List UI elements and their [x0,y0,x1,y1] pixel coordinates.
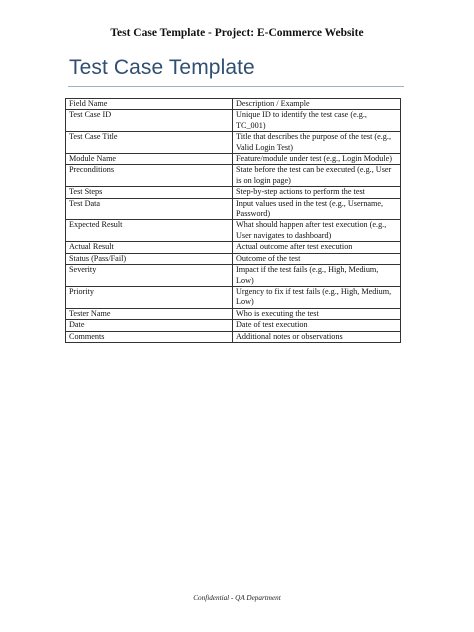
description-cell: Outcome of the test [233,253,401,264]
table-row [66,154,401,165]
description-cell: Additional notes or observations [233,331,401,342]
document-header-title: Test Case Template - Project: E-Commerce Website [110,27,364,39]
description-cell: Feature/module under test (e.g., Login Module) [233,154,401,165]
table-header-row [66,99,401,110]
document-footer: Confidential - QA Department [193,594,281,602]
description-cell: Unique ID to identify the test case (e.g., TC_001) [233,110,401,132]
header-cell-description: Description / Example [233,99,401,110]
field-name-cell: Priority [66,286,233,308]
description-cell: Title that describes the purpose of the test (e.g., Valid Login Test) [233,132,401,154]
field-name-cell: Severity [66,265,233,287]
field-name-cell: Expected Result [66,220,233,242]
header-cell-field: Field Name [66,99,233,110]
table-row [66,110,401,132]
table-row [66,253,401,264]
field-name-cell: Module Name [66,154,233,165]
description-cell: Who is executing the test [233,308,401,319]
table-row [66,320,401,331]
table-row [66,286,401,308]
field-name-cell: Test Case ID [66,110,233,132]
heading-underline [68,86,404,87]
description-cell: Date of test execution [233,320,401,331]
field-name-cell: Test Data [66,198,233,220]
table-row [66,165,401,187]
table-row [66,220,401,242]
table-row [66,331,401,342]
table-row [66,308,401,319]
table-row [66,265,401,287]
table-row [66,187,401,198]
field-name-cell: Status (Pass/Fail) [66,253,233,264]
table-row [66,242,401,253]
field-name-cell: Comments [66,331,233,342]
field-name-cell: Test Case Title [66,132,233,154]
description-cell: Urgency to fix if test fails (e.g., High, Medium, Low) [233,286,401,308]
field-name-cell: Test Steps [66,187,233,198]
field-name-cell: Preconditions [66,165,233,187]
field-name-cell: Actual Result [66,242,233,253]
description-cell: What should happen after test execution (e.g., User navigates to dashboard) [233,220,401,242]
description-cell: Input values used in the test (e.g., Username, Password) [233,198,401,220]
table-row [66,132,401,154]
test-case-table [65,98,401,343]
description-cell: Actual outcome after test execution [233,242,401,253]
description-cell: Step-by-step actions to perform the test [233,187,401,198]
description-cell: Impact if the test fails (e.g., High, Medium, Low) [233,265,401,287]
description-cell: State before the test can be executed (e.g., User is on login page) [233,165,401,187]
table-row [66,198,401,220]
field-name-cell: Date [66,320,233,331]
field-name-cell: Tester Name [66,308,233,319]
document-heading: Test Case Template [69,56,255,79]
